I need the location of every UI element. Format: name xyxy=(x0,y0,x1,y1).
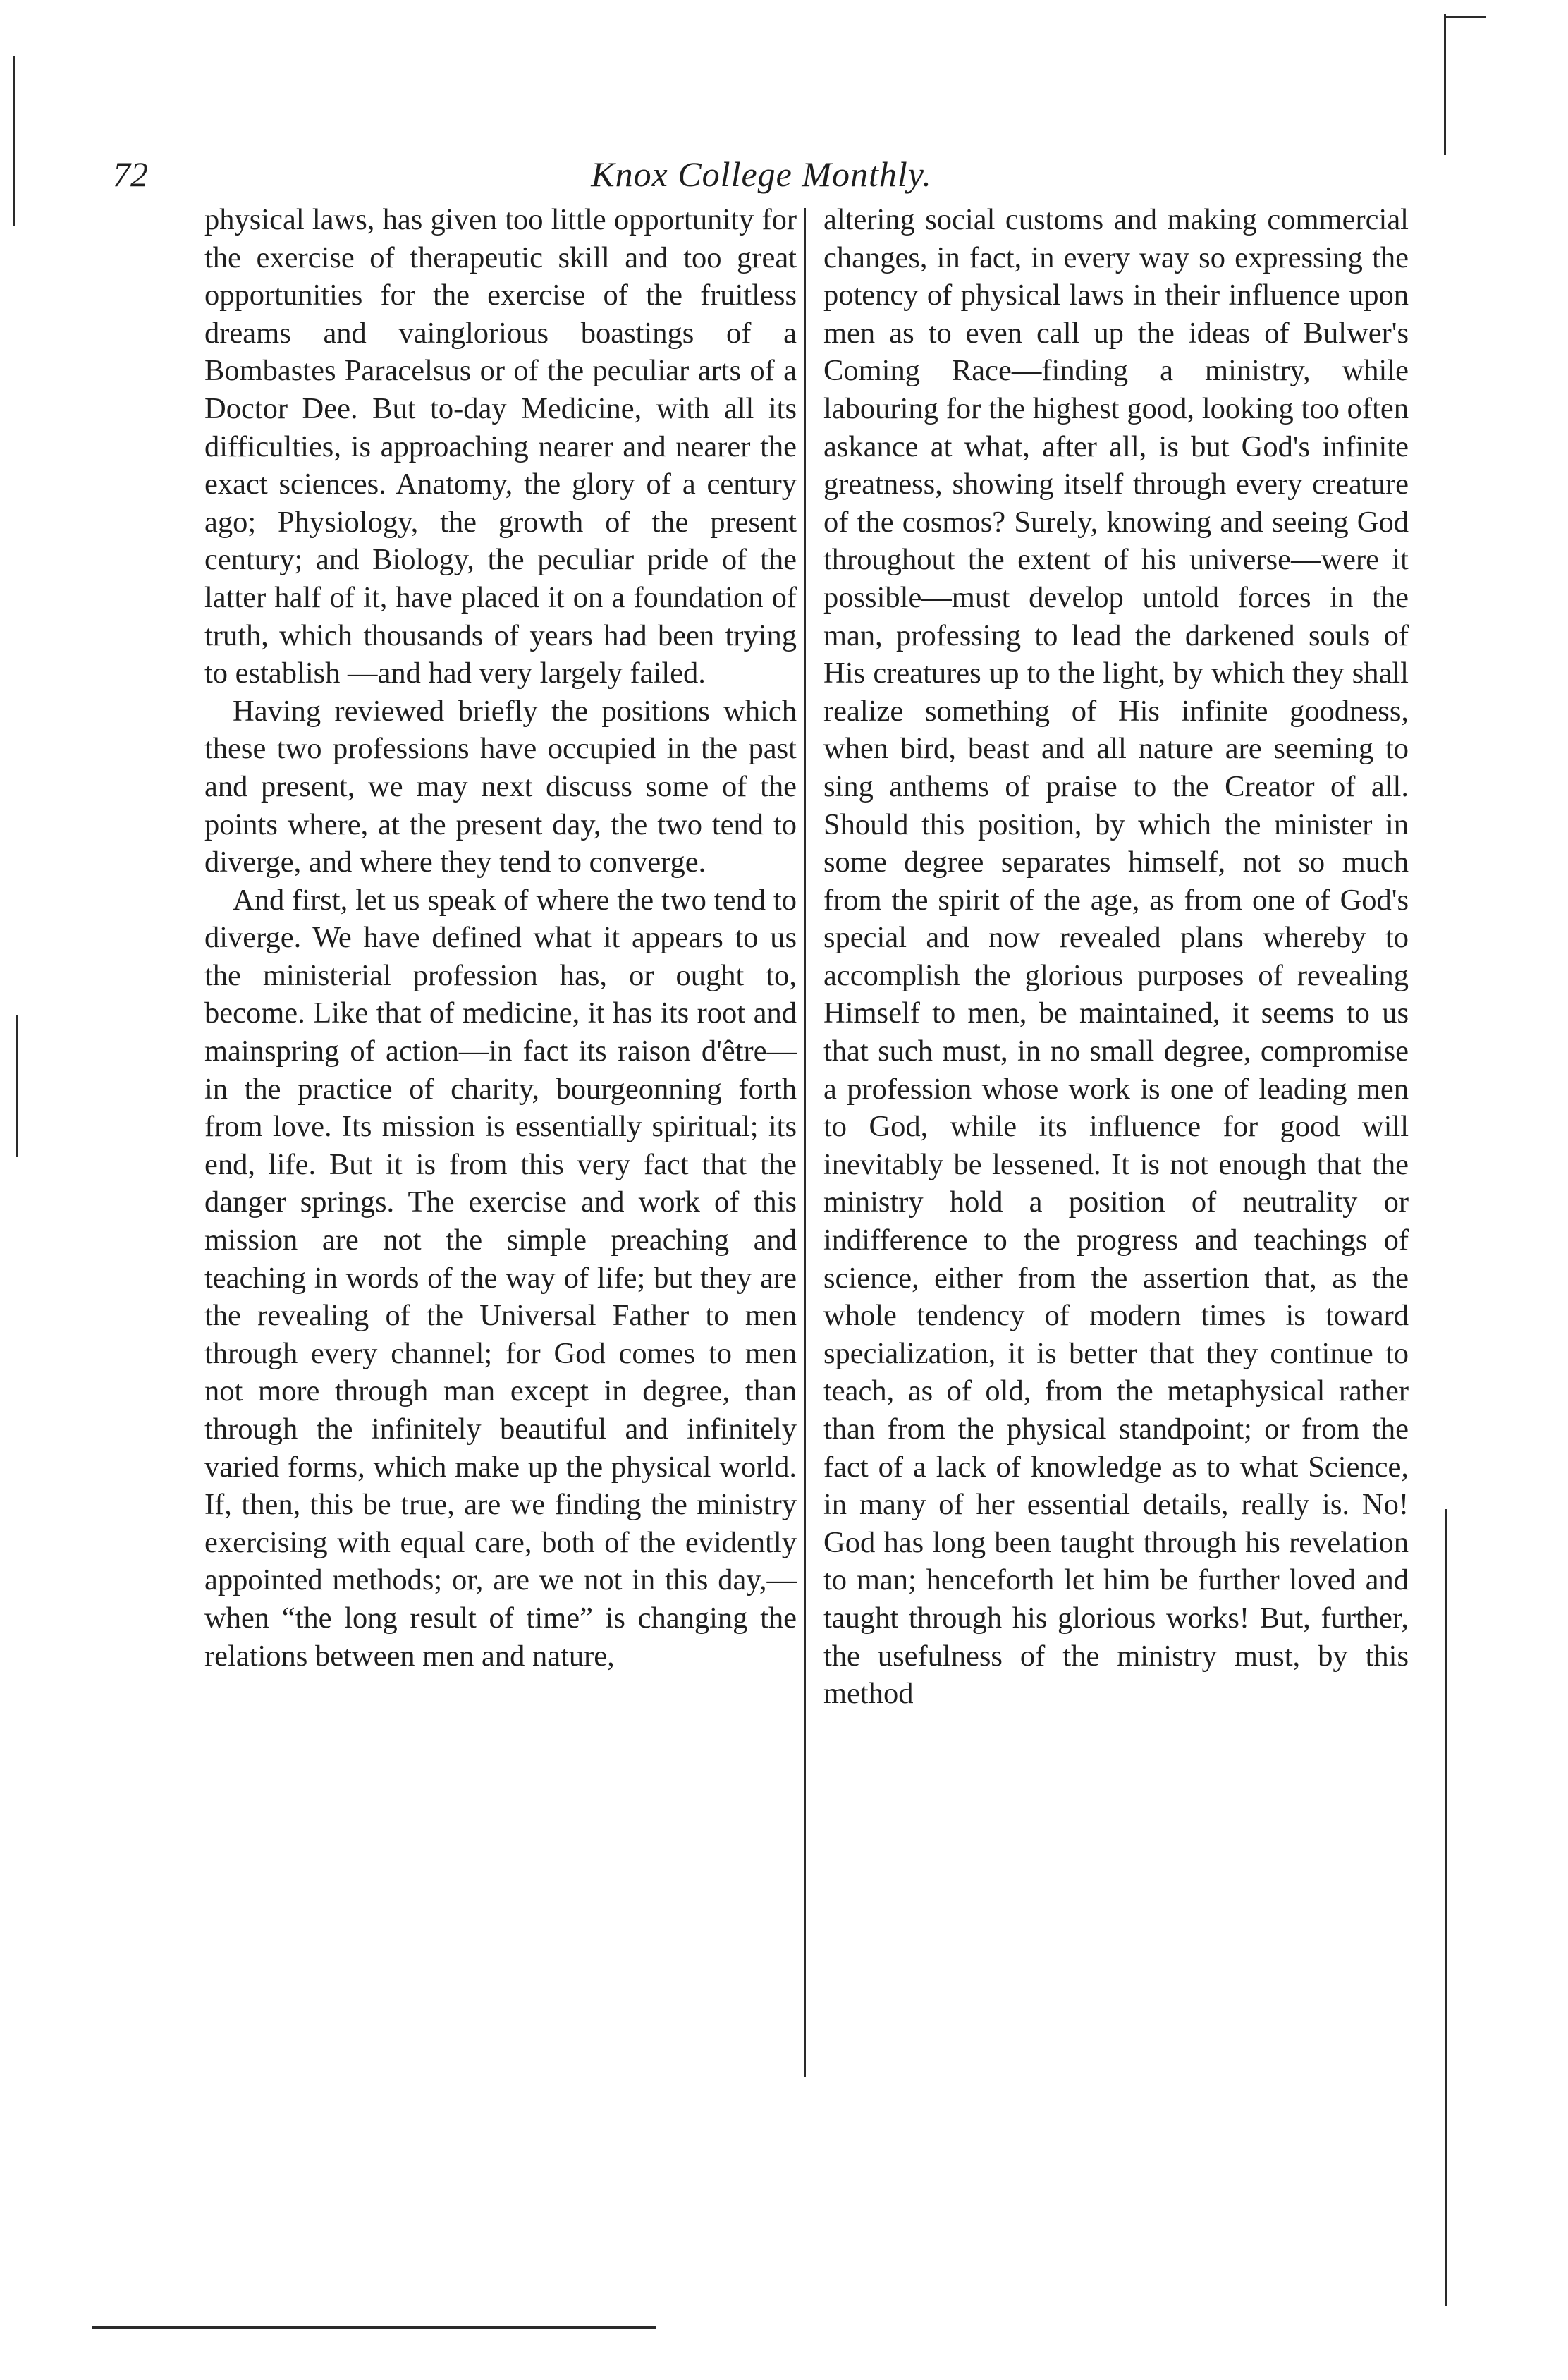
column-divider xyxy=(804,208,806,2077)
page-number: 72 xyxy=(113,154,148,194)
running-title: Knox College Monthly. xyxy=(591,154,932,194)
scan-edge-mark xyxy=(16,1015,18,1157)
paragraph: Having reviewed briefly the positions which these two professions have occupied in the past and present, we may next discuss some of the points where, at the present day, the two tend to diverge, and where they tend to converge. xyxy=(204,694,797,879)
left-column xyxy=(204,201,797,1675)
scan-edge-mark xyxy=(1444,14,1446,155)
scan-edge-mark xyxy=(13,56,15,226)
paragraph: altering social customs and making commercial changes, in fact, in every way so expressing the potency of physical laws in their influence upon men as to even call up the ideas of Bulwer's Coming Race—finding a ministry, while labouring for the highest good, looking too often askance at what, after all, is but God's infinite greatness, showing itself through every creature of the cosmos? Surely, knowing and seeing God throughout the extent of his universe—were it possible—must develop untold forces in the man, professing to lead the darkened souls of His creatures up to the light, by which they shall realize something of His infinite goodness, when bird, beast and all nature are seeming to sing anthems of praise to the Creator of all. Should this position, by which the minister in some degree separates himself, not so much from the spirit of the age, as from one of God's special and now revealed plans whereby to accomplish the glorious purposes of revealing Himself to men, be maintained, it seems to us that such must, in no small degree, compromise a profession whose work is one of leading men to God, while its influence for good will inevitably be lessened. It is not enough that the ministry hold a position of neutrality or indifference to the progress and teachings of science, either from the assertion that, as the whole tendency of modern times is toward specialization, it is better that they continue to teach, as of old, from the metaphysical rather than from the physical standpoint; or from the fact of a lack of knowledge as to what Science, in many of her essential details, really is. No! God has long been taught through his revelation to man; henceforth let him be further loved and taught through his glorious works! But, further, the usefulness of the ministry must, by this method xyxy=(823,203,1409,1711)
scan-edge-mark xyxy=(1445,1509,1447,2306)
right-column xyxy=(823,201,1409,1713)
paragraph: And first, let us speak of where the two tend to diverge. We have defined what it appears to us the ministerial profession has, or ought to, become. Like that of medicine, it has its root and mainspring of action—in fact its raison d'être—in the practice of charity, bourgeonning forth from love. Its mission is essentially spiritual; its end, life. But it is from this very fact that the danger springs. The exercise and work of this mission are not the simple preaching and teaching in words of the way of life; but they are the revealing of the Universal Father to men through every channel; for God comes to men not more through man except in degree, than through the infinitely beautiful and infinitely varied forms, which make up the physical world. If, then, this be true, are we finding the ministry exercising with equal care, both of the evidently appointed methods; or, are we not in this day,—when “the long result of time” is changing the relations between men and nature, xyxy=(204,883,797,1673)
page-header xyxy=(113,154,1410,203)
paragraph: physical laws, has given too little opportunity for the exercise of therapeutic skill and too great opportunities for the exercise of the fruitless dreams and vainglorious boastings of a Bombastes Paracelsus or of the peculiar arts of a Doctor Dee. But to-day Medicine, with all its difficulties, is approaching nearer and nearer the exact sciences. Anatomy, the glory of a century ago; Physiology, the growth of the present century; and Biology, the peculiar pride of the latter half of it, have placed it on a foundation of truth, which thousands of years had been trying to establish —and had very largely failed. xyxy=(204,203,797,690)
scan-edge-mark xyxy=(1444,16,1486,18)
footer-rule xyxy=(92,2326,656,2329)
